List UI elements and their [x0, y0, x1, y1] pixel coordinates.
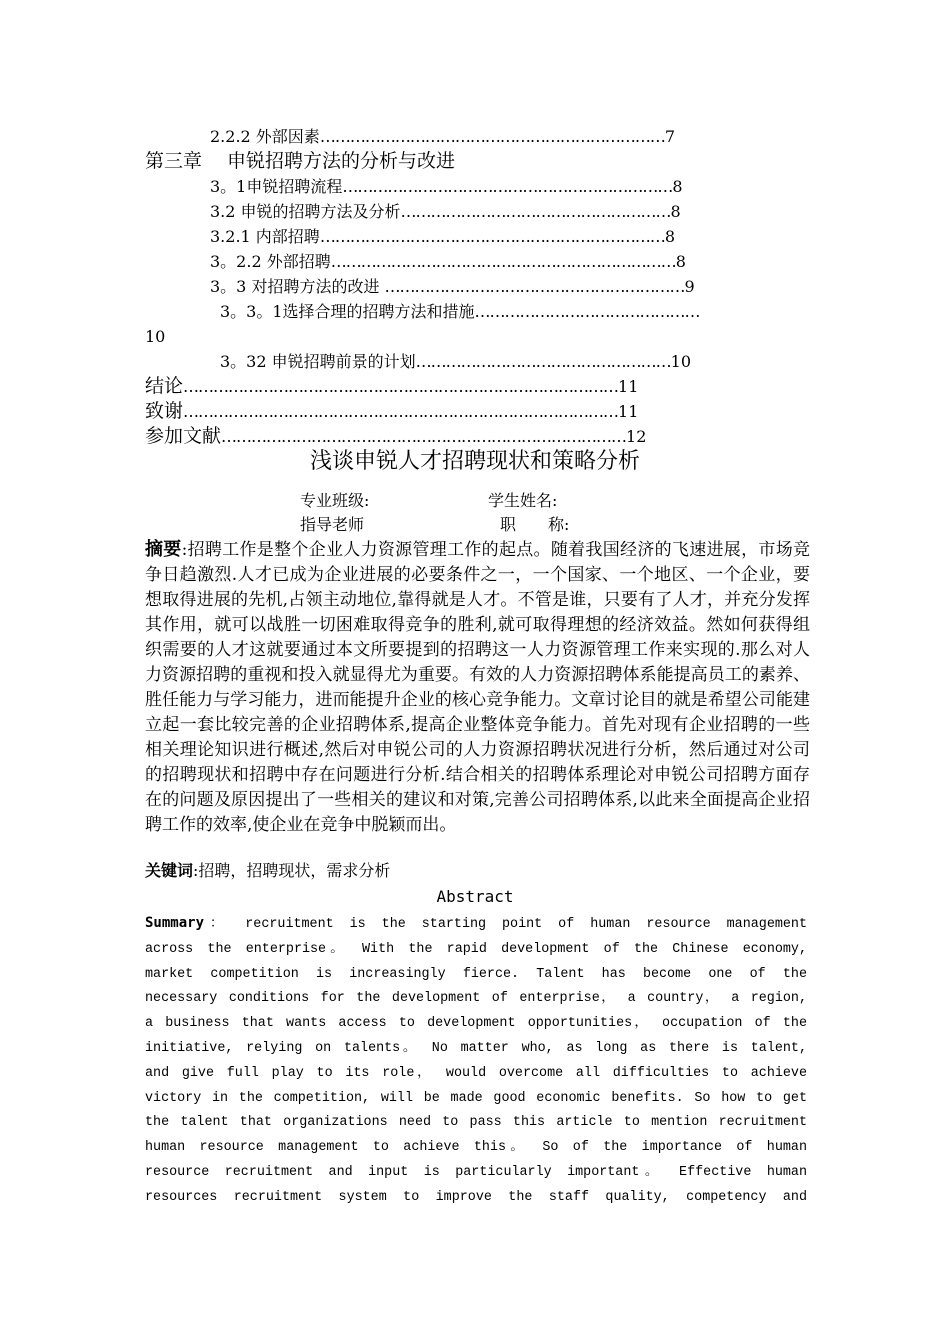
english-abstract-line: resource recruitment and input is particularly important。 Effective human [145, 1164, 807, 1180]
toc-entry: 致谢……………………………………………………………………………11 [145, 400, 639, 422]
english-abstract-line: and give full play to its role， would overcome all difficulties to achieve [145, 1065, 807, 1081]
keywords-lead: 关键词 [145, 861, 194, 880]
english-abstract-line: victory in the competition, will be made good economic benefits. So how to get [145, 1090, 807, 1106]
english-abstract-line: human resource management to achieve this。 So of the importance of human [145, 1140, 807, 1156]
abstract-body: :招聘工作是整个企业人力资源管理工作的起点。随着我国经济的飞速进展，市场竞争日趋激烈.人才已成为企业进展的必要条件之一，一个国家、一个地区、一个企业，要想取得进展的先机,占领主动地位,靠得就是人才。不管是谁，只要有了人才，并充分发挥其作用，就可以战胜一切困难取得竞争的胜利,就可取得理想的经济效益。然如何获得组织需要的人才这就要通过本文所要提到的招聘这一人力资源管理工作来实现的.那么对人力资源招聘的重视和投入就显得尤为重要。有效的人力资源招聘体系能提高员工的素养、胜任能力与学习能力，进而能提升企业的核心竞争能力。文章讨论目的就是希望公司能建立起一套比较完善的企业招聘体系,提高企业整体竞争能力。首先对现有企业招聘的一些相关理论知识进行概述,然后对申锐公司的人力资源招聘状况进行分析，然后通过对公司的招聘现状和招聘中存在问题进行分析.结合相关的招聘体系理论对申锐公司招聘方面存在的问题及原因提出了一些相关的建议和对策,完善公司招聘体系,以此来全面提高企业招聘工作的效率,使企业在竞争中脱颖而出。 [145, 540, 810, 835]
toc-chapter-heading: 第三章 申锐招聘方法的分析与改进 [145, 150, 456, 172]
toc-entry: 3。2.2 外部招聘……………………………………………………………8 [210, 252, 686, 271]
toc-entry: 3.2 申锐的招聘方法及分析………………………………………………8 [210, 202, 681, 221]
toc-entry: 3.2.1 内部招聘……………………………………………………………8 [210, 227, 675, 246]
toc-entry: 3。3 对招聘方法的改进 ……………………………………………………9 [210, 277, 695, 296]
toc-entry: 3。3。1选择合理的招聘方法和措施……………………………………… [220, 302, 700, 321]
abstract-lead: 摘要 [145, 539, 182, 560]
position-label: 职 称: [500, 515, 570, 534]
english-abstract-line: a business that wants access to development opportunities， occupation of the [145, 1016, 807, 1032]
toc-entry: 3。1申锐招聘流程…………………………………………………………8 [210, 177, 683, 196]
summary-lead: Summary [145, 915, 205, 931]
english-abstract-line: across the enterprise。 With the rapid development of the Chinese economy, [145, 941, 807, 957]
major-class-label: 专业班级: [300, 491, 370, 510]
keywords [145, 860, 390, 882]
english-abstract-line: resources recruitment system to improve the staff quality, competency and [145, 1189, 807, 1205]
toc-entry: 结论……………………………………………………………………………11 [145, 375, 639, 397]
toc-entry: 2.2.2 外部因素……………………………………………………………7 [210, 127, 675, 146]
advisor-label: 指导老师 [300, 515, 365, 534]
student-name-label: 学生姓名: [488, 491, 558, 510]
english-abstract-line: market competition is increasingly fierce. Talent has become one of the [145, 966, 807, 982]
toc-page-number: 10 [145, 327, 166, 346]
english-abstract-line: initiative, relying on talents。 No matter who, as long as there is talent, [145, 1040, 807, 1056]
english-abstract-heading: Abstract [436, 887, 514, 906]
english-abstract-line: necessary conditions for the development of enterprise， a country， a region, [145, 991, 807, 1007]
keywords-text: :招聘，招聘现状，需求分析 [193, 861, 391, 880]
english-abstract-line: Summary： recruitment is the starting point of human resource management [145, 915, 807, 932]
toc-entry: 参加文献………………………………………………………………………12 [145, 425, 647, 447]
english-abstract-line: the talent that organizations need to pass this article to mention recruitment [145, 1115, 807, 1131]
paper-title: 浅谈申锐人才招聘现状和策略分析 [309, 449, 640, 474]
toc-entry: 3。32 申锐招聘前景的计划……………………………………………10 [220, 352, 691, 371]
chinese-abstract [145, 537, 810, 838]
english-abstract [145, 911, 807, 1211]
